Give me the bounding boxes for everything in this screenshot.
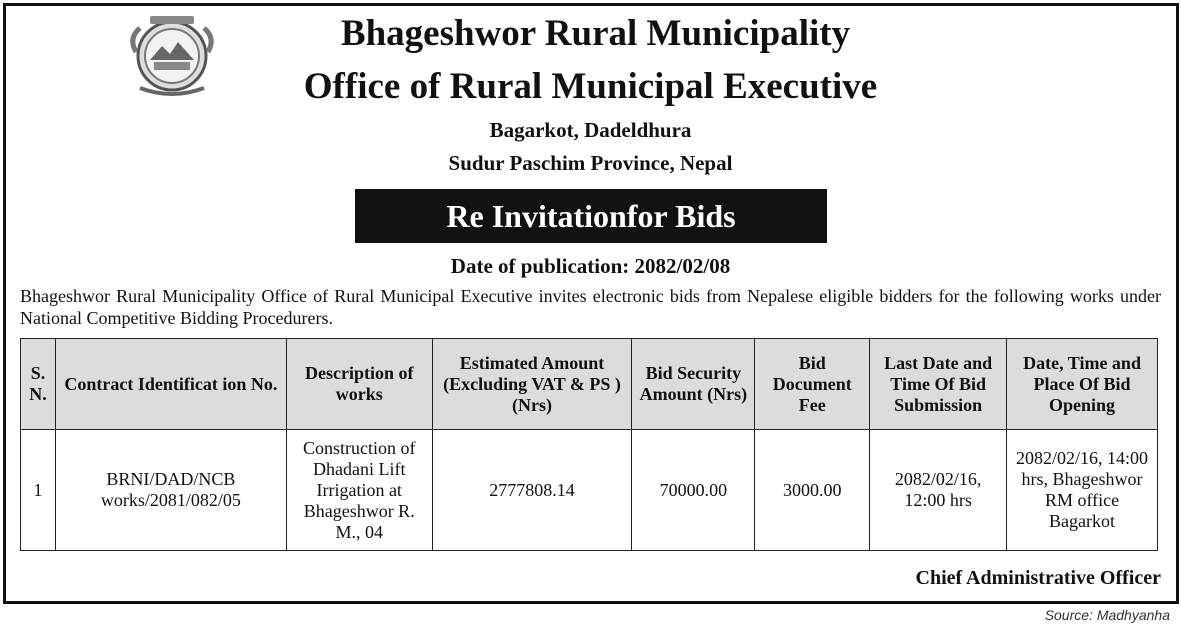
address-line-1: Bagarkot, Dadeldhura xyxy=(489,118,692,142)
header-sn: S. N. xyxy=(21,339,56,430)
cell-description: Construction of Dhadani Lift Irrigation at Bhageshwor R. M., 04 xyxy=(286,430,432,551)
header-bid-opening: Date, Time and Place Of Bid Opening xyxy=(1007,339,1158,430)
cell-submission-deadline: 2082/02/16, 12:00 hrs xyxy=(870,430,1007,551)
cell-contract-id: BRNI/DAD/NCB works/2081/082/05 xyxy=(55,430,286,551)
header-document-fee: Bid Document Fee xyxy=(755,339,870,430)
cell-bid-opening: 2082/02/16, 14:00 hrs, Bhageshwor RM office Bagarkot xyxy=(1007,430,1158,551)
cell-estimated-amount: 2777808.14 xyxy=(432,430,632,551)
notice-title: Re Invitationfor Bids xyxy=(446,197,736,234)
notice-title-banner xyxy=(355,189,827,243)
table-row xyxy=(21,430,1158,551)
cell-document-fee: 3000.00 xyxy=(755,430,870,551)
cell-bid-security: 70000.00 xyxy=(632,430,755,551)
cell-sn: 1 xyxy=(21,430,56,551)
header-submission-deadline: Last Date and Time Of Bid Submission xyxy=(870,339,1007,430)
header-estimated-amount: Estimated Amount (Excluding VAT & PS ) (Nrs) xyxy=(432,339,632,430)
table-header-row xyxy=(21,339,1158,430)
municipality-name: Bhageshwor Rural Municipality xyxy=(340,13,851,54)
intro-paragraph: Bhageshwor Rural Municipality Office of Rural Municipal Executive invites electronic bids from Nepalese eligible bidders for the following works under National Competitive Bidding Procedurers. xyxy=(20,286,1161,328)
bids-table xyxy=(20,338,1158,551)
publication-date: Date of publication: 2082/02/08 xyxy=(450,254,731,278)
header-description: Description of works xyxy=(286,339,432,430)
signatory: Chief Administrative Officer xyxy=(915,567,1161,589)
source-credit: Source: Madhyanha xyxy=(1044,607,1170,623)
office-name: Office of Rural Municipal Executive xyxy=(303,66,878,107)
header-contract-id: Contract Identificat ion No. xyxy=(55,339,286,430)
address-line-2: Sudur Paschim Province, Nepal xyxy=(448,151,733,175)
header-bid-security: Bid Security Amount (Nrs) xyxy=(632,339,755,430)
